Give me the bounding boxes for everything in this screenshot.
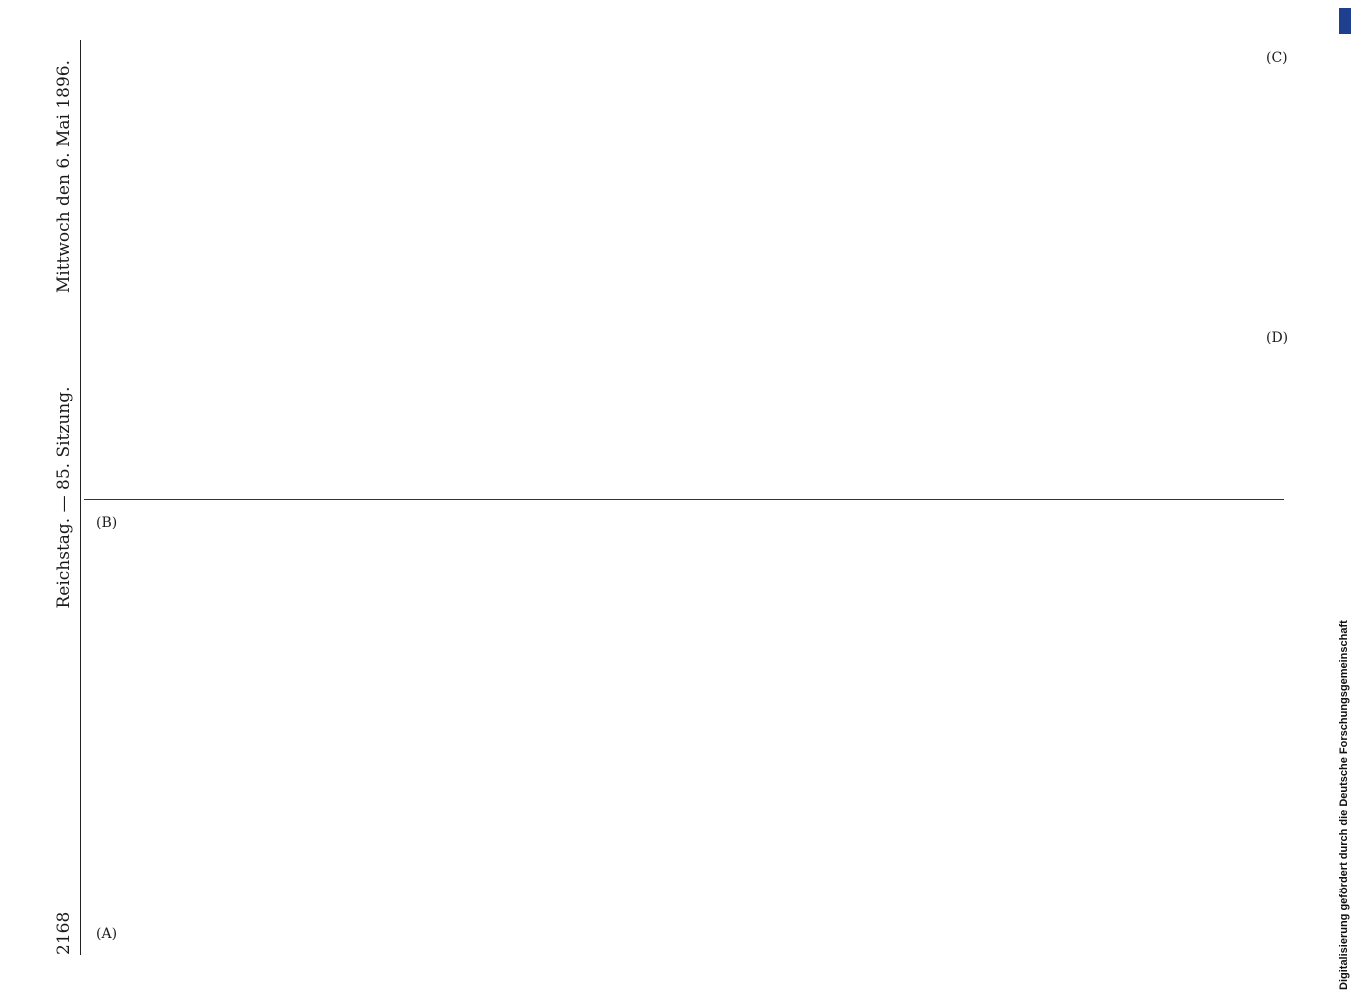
session-title: Reichstag. — 85. Sitzung. (54, 386, 74, 609)
margin-letter-c-right: (C) (1266, 50, 1288, 66)
margin-letter-d: (D) (1266, 330, 1289, 346)
digitization-credit: Digitalisierung gefördert durch die Deutsche Forschungsgemeinschaft (1338, 620, 1350, 990)
header-rule (80, 40, 81, 955)
dfg-logo (1339, 8, 1351, 34)
left-column (90, 515, 1280, 955)
margin-letter-b: (B) (96, 515, 118, 531)
margin-letter-a: (A) (96, 926, 118, 942)
right-column (90, 45, 1280, 485)
column-rule (84, 499, 1284, 500)
printed-page (50, 40, 1290, 955)
session-date: Mittwoch den 6. Mai 1896. (54, 60, 74, 294)
page-number: 2168 (54, 911, 74, 955)
running-head (50, 40, 80, 955)
